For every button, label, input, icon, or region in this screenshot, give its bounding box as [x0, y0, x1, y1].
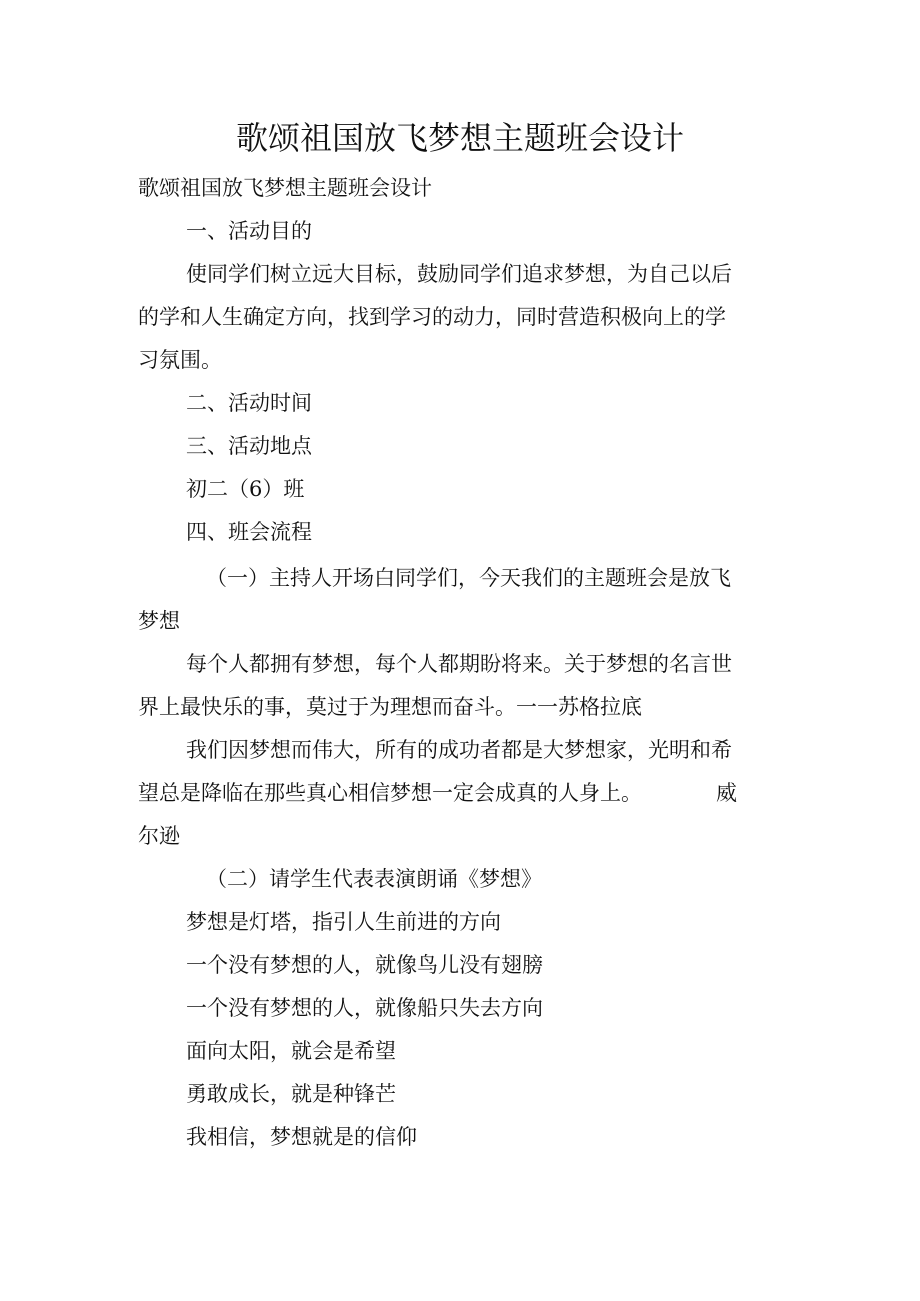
section-heading-purpose: [138, 210, 788, 253]
section-heading-process: [138, 511, 788, 554]
poem-line: 面向太阳，就会是希望: [186, 1039, 396, 1063]
poem-line: 勇敢成长，就是种锋芒: [186, 1082, 396, 1106]
section-heading-location: [138, 425, 788, 468]
paragraph-line: 每个人都拥有梦想，每个人都期盼将来。关于梦想的名言世: [186, 652, 732, 676]
paragraph-line: （一）主持人开场白同学们，今天我们的主题班会是放飞: [206, 566, 731, 590]
heading-text: 三、活动地点: [186, 434, 312, 458]
document-title: 歌颂祖国放飞梦想主题班会设计: [235, 119, 684, 157]
quote-wilson: [138, 729, 788, 858]
poem-line: 梦想是灯塔，指引人生前进的方向: [186, 910, 501, 934]
paragraph-line: 梦想: [138, 609, 180, 633]
heading-text: 一、活动目的: [186, 219, 312, 243]
location-text: [138, 468, 788, 511]
paragraph-line: 使同学们树立远大目标，鼓励同学们追求梦想，为自己以后: [186, 262, 732, 286]
paragraph-line: 界上最快乐的事，莫过于为理想而奋斗。一一苏格拉底: [138, 695, 642, 719]
poem-line: 一个没有梦想的人，就像船只失去方向: [186, 996, 543, 1020]
quote-socrates: [138, 643, 788, 729]
section-heading-time: [138, 382, 788, 425]
paragraph-line: 的学和人生确定方向，找到学习的动力，同时营造积极向上的学: [138, 305, 726, 329]
step-one-paragraph: [138, 557, 788, 643]
poem-line: 一个没有梦想的人，就像鸟儿没有翅膀: [186, 953, 543, 977]
subtitle-text: 歌颂祖国放飞梦想主题班会设计: [138, 176, 432, 200]
quote-text: 望总是降临在那些真心相信梦想一定会成真的人身上。: [138, 781, 642, 805]
heading-text: 四、班会流程: [186, 520, 312, 544]
paragraph-line: 习氛围。: [138, 348, 222, 372]
poem-line: 我相信，梦想就是的信仰: [186, 1125, 417, 1149]
location-value: 初二（6）班: [186, 477, 305, 501]
quote-author-rest: 尔逊: [138, 824, 180, 848]
heading-text: 二、活动时间: [186, 391, 312, 415]
document-subtitle: [138, 167, 788, 210]
quote-author-first: 威: [716, 781, 737, 805]
paragraph-line: 我们因梦想而伟大，所有的成功者都是大梦想家，光明和希: [186, 738, 732, 762]
heading-text: （二）请学生代表表演朗诵《梦想》: [206, 867, 542, 891]
poem: [138, 901, 788, 1159]
step-two-heading: [138, 858, 788, 901]
paragraph-line-with-author: [138, 772, 788, 815]
purpose-paragraph: [138, 253, 788, 382]
